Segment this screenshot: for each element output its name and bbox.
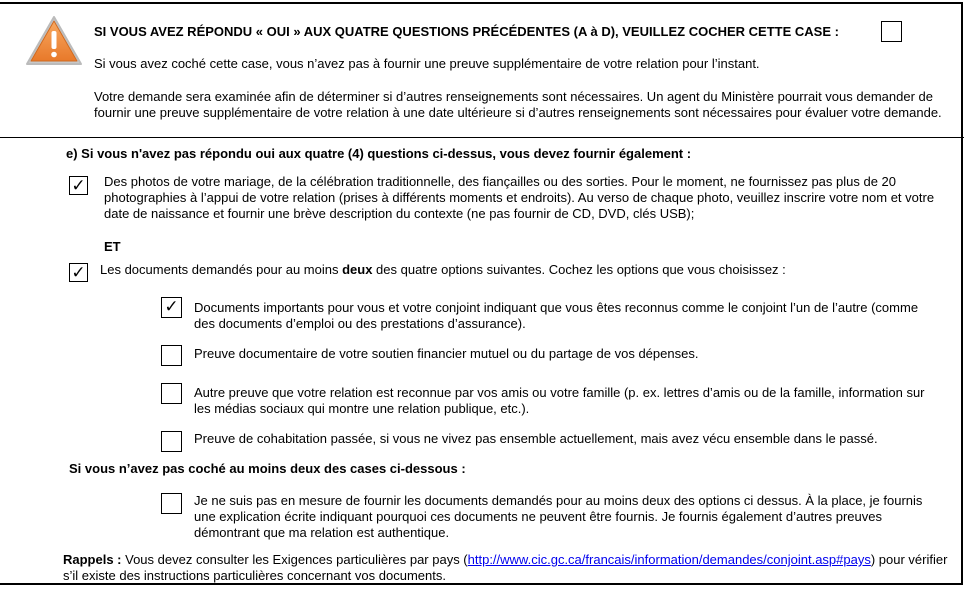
header-checkbox[interactable]: [881, 21, 902, 42]
warning-triangle-icon: [24, 14, 84, 68]
documents-text: Les documents demandés pour au moins deux des quatre options suivantes. Cochez les options que vous choisissez :: [100, 262, 786, 277]
header-note-1: Si vous avez coché cette case, vous n’avez pas à fournir une preuve supplémentaire de votre relation pour l’instant.: [94, 56, 760, 71]
documents-emphasis: deux: [342, 262, 373, 277]
option-text-3: Autre preuve que votre relation est reconnue par vos amis ou votre famille (p. ex. lettres d’amis ou de la famille, information sur les médias sociaux qui montre une relation publique, etc.).: [194, 385, 925, 416]
option-text-4: Preuve de cohabitation passée, si vous ne vivez pas ensemble actuellement, mais avez vécu ensemble dans le passé.: [194, 431, 878, 446]
documents-checkbox[interactable]: ✓: [69, 263, 88, 282]
header-title: SI VOUS AVEZ RÉPONDU « OUI » AUX QUATRE QUESTIONS PRÉCÉDENTES (A à D), VEUILLEZ COCHER CETTE CASE :: [94, 24, 839, 39]
photos-text: Des photos de votre mariage, de la célébration traditionnelle, des fiançailles ou des sorties. Pour le moment, ne fournissez pas plus de 20 photographies à l’appui de votre relation (prises à différents moments et endroits). Au verso de chaque photo, veuillez inscrire votre nom et votre date de naissance et fournir une brève description du contexte (ne pas fournir de CD, DVD, clés USB);: [104, 174, 935, 221]
section-divider: [0, 137, 964, 138]
and-label: ET: [104, 239, 121, 254]
reminder-label: Rappels :: [63, 552, 122, 567]
country-requirements-link[interactable]: http://www.cic.gc.ca/francais/information/demandes/conjoint.asp#pays: [467, 552, 871, 567]
option-text-2: Preuve documentaire de votre soutien financier mutuel ou du partage de vos dépenses.: [194, 346, 699, 361]
fallback-checkbox[interactable]: [161, 493, 182, 514]
reminder: Rappels : Vous devez consulter les Exigences particulières par pays (http://www.cic.gc.ca/francais/information/demandes/conjoint.asp#pays) pour vérifier s’il existe des instructions particulières concernant vos documents.: [63, 552, 948, 583]
fallback-heading: Si vous n’avez pas coché au moins deux des cases ci-dessous :: [69, 461, 466, 476]
photos-checkbox[interactable]: ✓: [69, 176, 88, 195]
option-checkbox-2[interactable]: [161, 345, 182, 366]
section-e-heading: e) Si vous n'avez pas répondu oui aux quatre (4) questions ci-dessus, vous devez fournir également :: [66, 146, 692, 161]
header-note-2: Votre demande sera examinée afin de déterminer si d’autres renseignements sont nécessaires. Un agent du Ministère pourrait vous demander de fournir une preuve supplémentaire de votre relation à une date ultérieure si d’autres renseignements sont nécessaires pour évaluer votre demande.: [94, 89, 942, 120]
option-text-1: Documents importants pour vous et votre conjoint indiquant que vous êtes reconnus comme le conjoint l’un de l’autre (comme des documents d’emploi ou des prestations d’assurance).: [194, 300, 919, 331]
option-checkbox-3[interactable]: [161, 383, 182, 404]
option-checkbox-1[interactable]: ✓: [161, 297, 182, 318]
option-checkbox-4[interactable]: [161, 431, 182, 452]
fallback-text: Je ne suis pas en mesure de fournir les documents demandés pour au moins deux des options ci dessus. À la place, je fournis une explication écrite indiquant pourquoi ces documents ne peuvent être fournis. Je fournis également d’autres preuves démontrant que ma relation est authentique.: [194, 493, 923, 540]
